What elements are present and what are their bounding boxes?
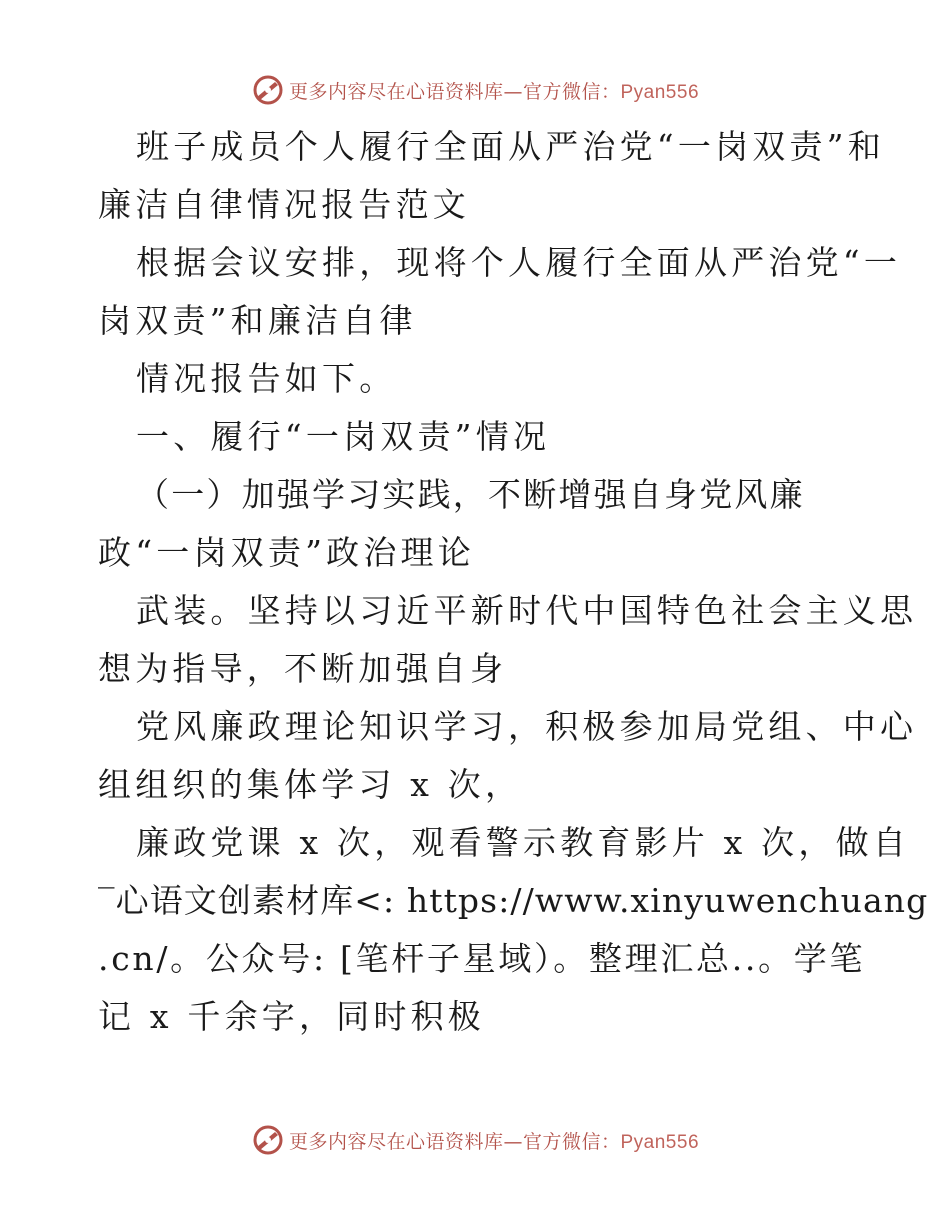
banner-text: 更多内容尽在心语资料库—官方微信：Pyan556 [288,80,700,103]
document-body [98,118,929,1046]
paragraph-line: 记 x 千余字，同时积极 [98,997,485,1036]
section-heading: 一、履行“一岗双责”情况 [136,417,551,456]
subsection-heading: （一）加强学习实践，不断增强自身党风廉 [136,475,805,514]
paragraph-line: 武装。坚持以习近平新时代中国特色社会主义思 [136,591,918,630]
url-line: ‾心语文创素材库<: https://www.xinyuwenchuang [98,881,929,920]
paragraph-line: 政“一岗双责”政治理论 [98,533,475,572]
paragraph-line: 廉政党课 x 次，观看警示教育影片 x 次，做自 [136,823,910,862]
paragraph-line: 岗双责”和廉洁自律 [98,301,417,340]
footer-banner [0,1120,950,1160]
header-banner [0,70,950,110]
pen-logo-icon [251,1123,285,1157]
banner-text: 更多内容尽在心语资料库—官方微信：Pyan556 [288,1130,700,1153]
paragraph-line: 根据会议安排，现将个人履行全面从严治党“一 [136,243,902,282]
wechat-id: Pyan556 [620,1131,700,1153]
paragraph-line: .cn/。公众号: [笔杆子星域）。整理汇总..。学笔 [98,939,866,978]
pen-logo-icon [251,73,285,107]
paragraph-line: 党风廉政理论知识学习，积极参加局党组、中心 [136,707,918,746]
paragraph-line: 想为指导，不断加强自身 [98,649,508,688]
title-line-1: 班子成员个人履行全面从严治党“一岗双责”和 [136,127,885,166]
paragraph-line: 组组织的集体学习 x 次， [98,765,523,804]
paragraph-line: 情况报告如下。 [136,359,397,398]
wechat-id: Pyan556 [620,81,700,103]
title-line-2: 廉洁自律情况报告范文 [98,185,470,224]
